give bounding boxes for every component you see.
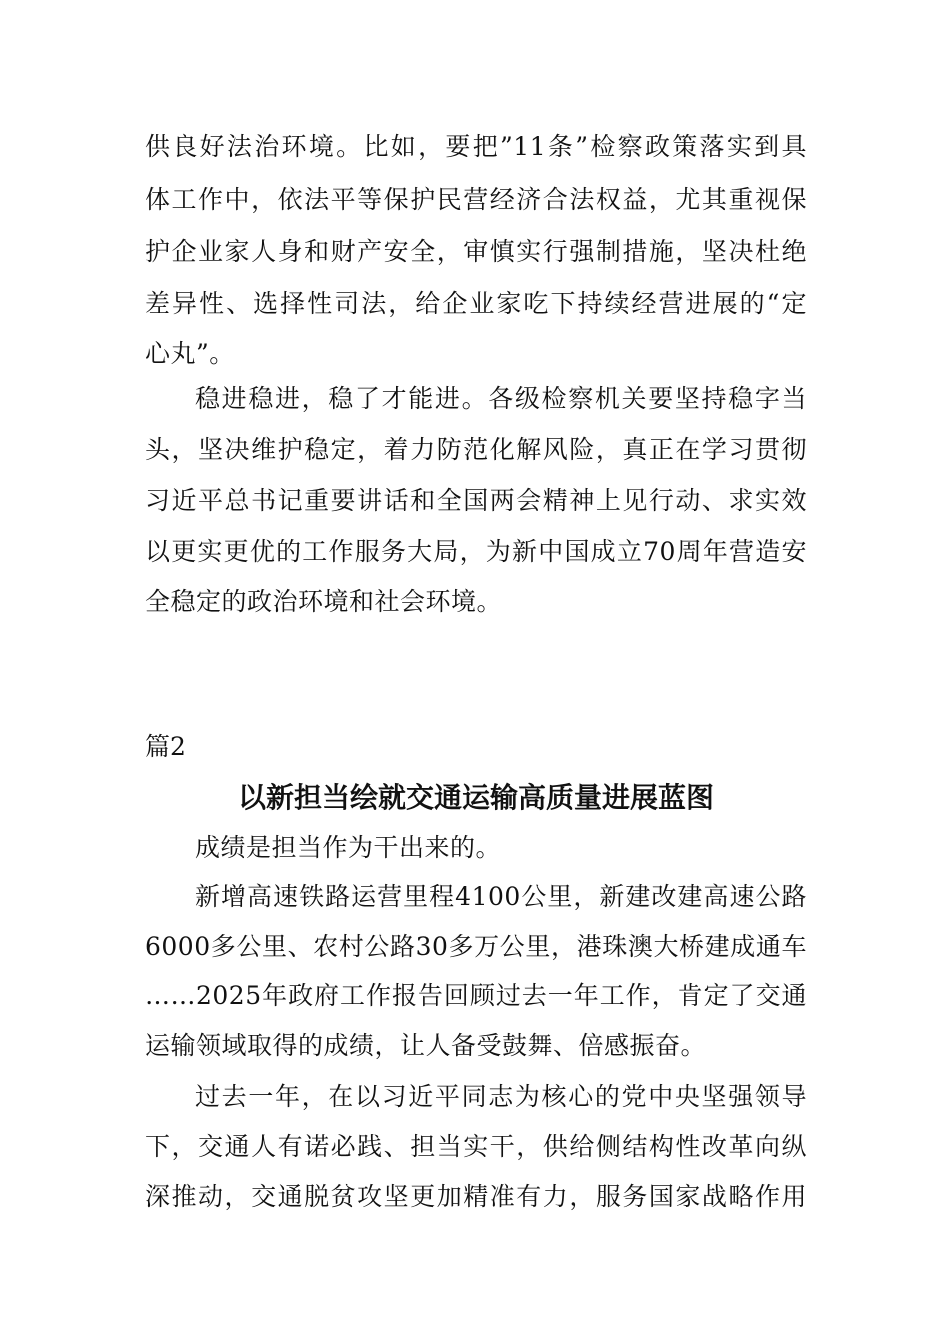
text-line: 以更实更优的工作服务大局，为新中国成立70周年营造安 [145, 537, 807, 566]
text-line: 头，坚决维护稳定，着力防范化解风险，真正在学习贯彻 [145, 435, 807, 464]
text-line: 过去一年，在以习近平同志为核心的党中央坚强领导 [195, 1082, 807, 1111]
text-line: 体工作中，依法平等保护民营经济合法权益，尤其重视保 [145, 185, 807, 214]
text-line: ……2025年政府工作报告回顾过去一年工作，肯定了交通 [145, 981, 807, 1010]
text-line: 全稳定的政治环境和社会环境。 [145, 587, 503, 616]
text-line: 稳进稳进，稳了才能进。各级检察机关要坚持稳字当 [195, 384, 807, 413]
text-line: 差异性、选择性司法，给企业家吃下持续经营进展的“定 [145, 289, 807, 318]
text-line: 心丸”。 [145, 339, 235, 368]
text-line: 新增高速铁路运营里程4100公里，新建改建高速公路 [195, 882, 807, 911]
article-title: 以新担当绘就交通运输高质量进展蓝图 [237, 781, 714, 814]
text-line: 供良好法治环境。比如，要把”11条”检察政策落实到具 [145, 132, 807, 161]
text-line: 下，交通人有诺必践、担当实干，供给侧结构性改革向纵 [145, 1132, 807, 1161]
text-line: 护企业家人身和财产安全，审慎实行强制措施，坚决杜绝 [145, 237, 807, 266]
text-line: 运输领域取得的成绩，让人备受鼓舞、倍感振奋。 [145, 1031, 707, 1060]
section-label: 篇2 [145, 732, 186, 761]
text-line: 深推动，交通脱贫攻坚更加精准有力，服务国家战略作用 [145, 1182, 807, 1211]
text-line: 成绩是担当作为干出来的。 [195, 833, 502, 862]
text-line: 6000多公里、农村公路30多万公里，港珠澳大桥建成通车 [145, 932, 807, 961]
text-line: 习近平总书记重要讲话和全国两会精神上见行动、求实效 [145, 486, 807, 515]
